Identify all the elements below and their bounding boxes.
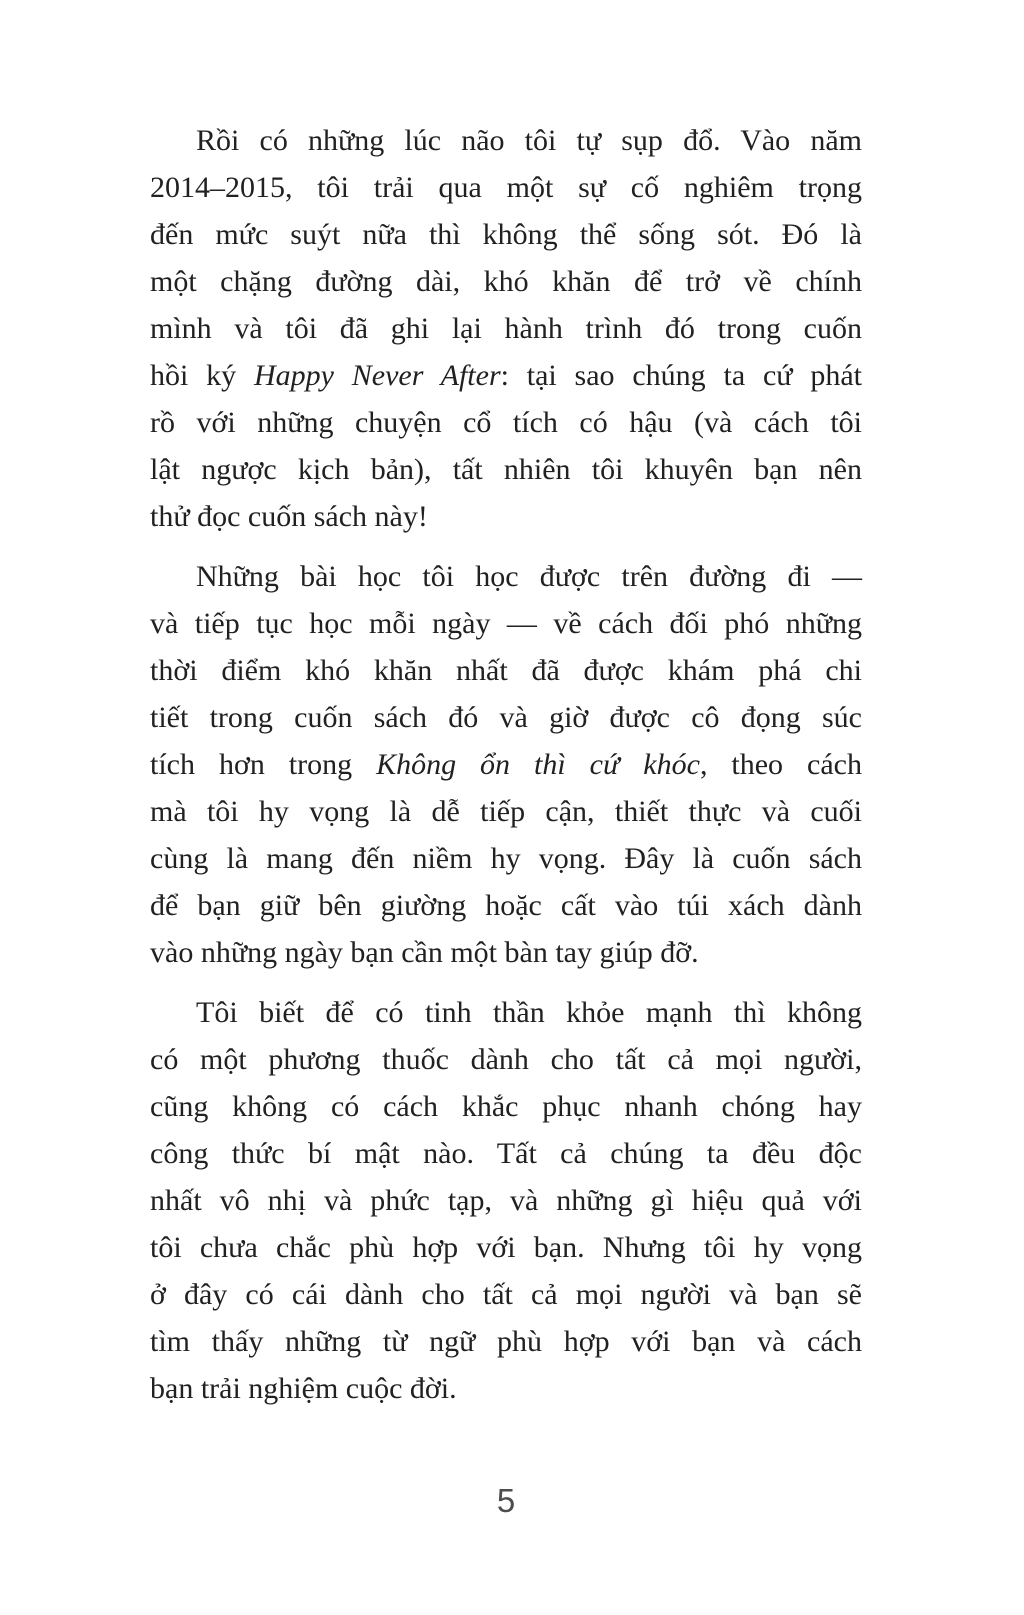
text-line [150, 258, 862, 305]
text-segment: lật ngược kịch bản), tất nhiên tôi khuyên bạn nên [150, 453, 862, 486]
text-line [150, 1224, 862, 1271]
text-segment: thời điểm khó khăn nhất đã được khám phá chi [150, 654, 862, 687]
text-segment: Rồi có những lúc não tôi tự sụp đổ. Vào năm [196, 124, 862, 157]
text-segment: mà tôi hy vọng là dễ tiếp cận, thiết thực và cuối [150, 795, 862, 828]
text-line [150, 211, 862, 258]
text-segment: để bạn giữ bên giường hoặc cất vào túi xách dành [150, 889, 862, 922]
italic-text-segment: Không ổn thì cứ khóc [376, 748, 700, 781]
text-segment: , theo cách [699, 748, 862, 781]
paragraph [150, 989, 862, 1412]
text-segment: bạn trải nghiệm cuộc đời. [150, 1372, 457, 1405]
text-segment: rồ với những chuyện cổ tích có hậu (và cách tôi [150, 406, 862, 439]
text-line [150, 305, 862, 352]
paragraph [150, 553, 862, 976]
text-segment: vào những ngày bạn cần một bàn tay giúp đỡ. [150, 936, 699, 969]
text-segment: thử đọc cuốn sách này! [150, 500, 428, 533]
paragraph [150, 117, 862, 540]
text-segment: tiết trong cuốn sách đó và giờ được cô đọng súc [150, 701, 862, 734]
italic-text-segment: Happy Never After [253, 359, 501, 392]
text-segment: công thức bí mật nào. Tất cả chúng ta đều độc [150, 1137, 862, 1170]
text-line [150, 1177, 862, 1224]
text-segment: Tôi biết để có tinh thần khỏe mạnh thì không [196, 996, 862, 1029]
text-line [150, 600, 862, 647]
text-line [150, 835, 862, 882]
text-segment: tôi chưa chắc phù hợp với bạn. Nhưng tôi hy vọng [150, 1231, 862, 1264]
text-line [150, 1083, 862, 1130]
text-line [150, 741, 862, 788]
text-line [150, 882, 862, 929]
text-segment: Những bài học tôi học được trên đường đi — [196, 560, 862, 593]
text-line [150, 1130, 862, 1177]
page-text [150, 117, 862, 1412]
text-segment: cùng là mang đến niềm hy vọng. Đây là cuốn sách [150, 842, 862, 875]
text-line [150, 1365, 862, 1412]
page-number: 5 [496, 1482, 516, 1519]
text-line [150, 1271, 862, 1318]
text-line [150, 117, 862, 164]
text-line [150, 929, 862, 976]
text-line [150, 1318, 862, 1365]
text-line [150, 694, 862, 741]
text-line [150, 493, 862, 540]
text-line [150, 788, 862, 835]
text-segment: 2014–2015, tôi trải qua một sự cố nghiêm trọng [150, 171, 862, 204]
text-segment: đến mức suýt nữa thì không thể sống sót. Đó là [150, 218, 862, 251]
text-segment: ở đây có cái dành cho tất cả mọi người và bạn sẽ [150, 1278, 862, 1311]
text-line [150, 399, 862, 446]
text-segment: một chặng đường dài, khó khăn để trở về chính [150, 265, 862, 298]
text-segment: mình và tôi đã ghi lại hành trình đó trong cuốn [150, 312, 862, 345]
text-line [150, 647, 862, 694]
text-line [150, 553, 862, 600]
text-line [150, 1036, 862, 1083]
text-segment: hồi ký [150, 359, 254, 392]
text-line [150, 446, 862, 493]
text-line [150, 352, 862, 399]
text-segment: và tiếp tục học mỗi ngày — về cách đối phó những [150, 607, 862, 640]
text-line [150, 164, 862, 211]
text-segment: nhất vô nhị và phức tạp, và những gì hiệu quả với [150, 1184, 862, 1217]
text-segment: tích hơn trong [150, 748, 377, 781]
text-segment: tìm thấy những từ ngữ phù hợp với bạn và cách [150, 1325, 862, 1358]
text-segment: có một phương thuốc dành cho tất cả mọi người, [150, 1043, 862, 1076]
text-line [150, 989, 862, 1036]
text-segment: cũng không có cách khắc phục nhanh chóng hay [150, 1090, 862, 1123]
text-segment: : tại sao chúng ta cứ phát [500, 359, 862, 392]
